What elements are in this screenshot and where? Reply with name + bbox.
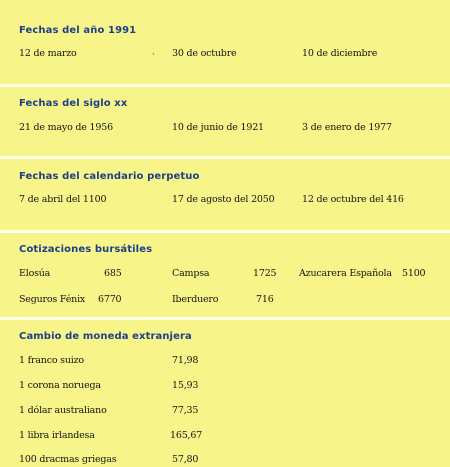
stock-value: 716 xyxy=(256,294,274,305)
date-item: 10 de diciembre xyxy=(302,48,378,59)
section-heading-fechas-calendario: Fechas del calendario perpetuo xyxy=(19,171,200,182)
currency-name: 1 corona noruega xyxy=(19,380,101,391)
section-heading-cotizaciones: Cotizaciones bursátiles xyxy=(19,244,153,255)
section-divider xyxy=(0,84,450,87)
currency-rate: 15,93 xyxy=(172,380,199,391)
date-item: 10 de junio de 1921 xyxy=(172,122,264,133)
date-item: 3 de enero de 1977 xyxy=(302,122,392,133)
stock-name: Seguros Fénix xyxy=(19,294,86,305)
section-heading-fechas-1991: Fechas del año 1991 xyxy=(19,25,137,36)
stray-mark: · xyxy=(152,50,155,59)
date-item: 30 de octubre xyxy=(172,48,237,59)
section-divider xyxy=(0,156,450,159)
date-item: 21 de mayo de 1956 xyxy=(19,122,113,133)
date-item: 12 de octubre del 416 xyxy=(302,194,404,205)
section-divider xyxy=(0,317,450,320)
stock-value: 685 xyxy=(104,268,122,279)
stock-value: 5100 xyxy=(402,268,426,279)
section-heading-fechas-siglo: Fechas del siglo xx xyxy=(19,98,128,109)
stock-value: 6770 xyxy=(98,294,122,305)
stock-name: Iberduero xyxy=(172,294,219,305)
date-item: 7 de abril del 1100 xyxy=(19,194,107,205)
currency-rate: 165,67 xyxy=(170,430,203,441)
currency-rate: 71,98 xyxy=(172,355,199,366)
currency-name: 1 dólar australiano xyxy=(19,405,107,416)
currency-rate: 57,80 xyxy=(172,454,199,465)
currency-rate: 77,35 xyxy=(172,405,199,416)
date-item: 17 de agosto del 2050 xyxy=(172,194,275,205)
section-divider xyxy=(0,230,450,233)
currency-name: 1 libra irlandesa xyxy=(19,430,95,441)
currency-name: 1 franco suizo xyxy=(19,355,84,366)
section-heading-cambio: Cambio de moneda extranjera xyxy=(19,331,192,342)
stock-name: Elosúa xyxy=(19,268,51,279)
stock-name: Campsa xyxy=(172,268,210,279)
date-item: 12 de marzo xyxy=(19,48,77,59)
currency-name: 100 dracmas griegas xyxy=(19,454,117,465)
stock-value: 1725 xyxy=(253,268,277,279)
stock-name: Azucarera Española xyxy=(299,268,392,279)
